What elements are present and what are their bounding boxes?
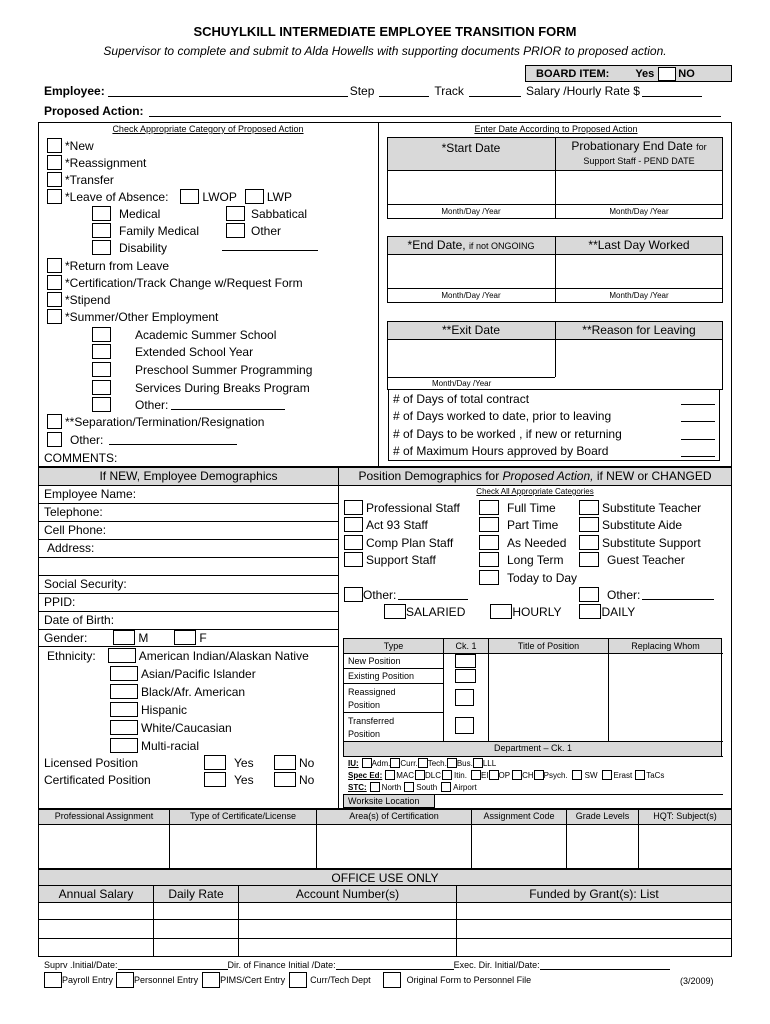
days-worked-label: # of Days worked to date, prior to leaving (393, 409, 612, 423)
board-item-yes-checkbox[interactable] (658, 67, 676, 81)
other2-position-checkbox[interactable] (579, 587, 599, 602)
type-new: New Position (348, 656, 401, 666)
office-heading: OFFICE USE ONLY (331, 871, 439, 885)
ethnicity-4-label: White/Caucasian (141, 720, 232, 735)
address-label: Address: (47, 541, 95, 555)
stipend-checkbox[interactable] (47, 292, 62, 307)
board-item-box (525, 65, 732, 82)
preschool-label: Preschool Summer Programming (135, 362, 313, 377)
worksite-field[interactable] (435, 795, 722, 808)
professional-checkbox[interactable] (344, 500, 363, 515)
sped-0-label: MAC (396, 770, 415, 780)
iu-3-checkbox[interactable] (447, 758, 457, 768)
summer-checkbox[interactable] (47, 309, 62, 324)
disability-label: Disability (119, 240, 168, 255)
preschool-checkbox[interactable] (92, 362, 111, 377)
salaried-checkbox[interactable] (384, 604, 406, 619)
lwp-label: LWP (266, 189, 292, 204)
support-staff-label: Support Staff - PEND DATE (583, 156, 695, 166)
type-existing: Existing Position (348, 671, 415, 681)
probationary-label: Probationary End Date (571, 139, 693, 153)
assign-col-5: HQT: Subject(s) (653, 811, 717, 821)
track-label: Track (434, 84, 464, 98)
type-new-checkbox[interactable] (455, 654, 476, 668)
stipend-label: *Stipend (65, 292, 111, 307)
exec-field[interactable] (540, 961, 670, 970)
probationary-for: for (696, 142, 707, 152)
ssn-label: Social Security: (44, 577, 127, 591)
board-item-label: BOARD ITEM: (536, 67, 610, 80)
sped-7-checkbox[interactable] (572, 770, 582, 780)
sped-7-label: SW (584, 770, 598, 780)
separation-other-field[interactable] (109, 434, 237, 445)
daily-label: DAILY (601, 604, 636, 619)
dob-label: Date of Birth: (44, 613, 115, 627)
employee-line (44, 83, 702, 99)
iu-4-label: LLL (482, 758, 497, 768)
end-mdy: Month/Day /Year (441, 291, 501, 300)
assign-col-2: Area(s) of Certification (349, 811, 439, 821)
end-date-suffix: if not ONGOING (468, 241, 535, 251)
leave-other-field[interactable] (222, 250, 318, 251)
ethnicity-label: Ethnicity: (47, 648, 96, 663)
telephone-label: Telephone: (44, 505, 103, 519)
iu-0-checkbox[interactable] (362, 758, 372, 768)
cell-label: Cell Phone: (44, 523, 107, 537)
licensed-no-label: No (299, 755, 315, 770)
iu-1-checkbox[interactable] (390, 758, 400, 768)
currtech-checkbox[interactable] (289, 972, 307, 988)
employee-label: Employee: (44, 84, 105, 98)
ethnicity-2-checkbox[interactable] (110, 684, 138, 699)
position-heading-a: Position Demographics for (358, 469, 503, 483)
gender-f-label: F (199, 630, 207, 645)
sped-9-label: TaCs (646, 770, 665, 780)
category-heading: Check Appropriate Category of Proposed Action (112, 124, 304, 134)
separation-other-checkbox[interactable] (47, 432, 62, 447)
personnel-checkbox[interactable] (116, 972, 134, 988)
stc-2-checkbox[interactable] (441, 782, 451, 792)
reason-label: **Reason for Leaving (582, 323, 696, 337)
longterm-label: Long Term (507, 552, 564, 567)
sped-6-label: Psych. (543, 770, 568, 780)
type-transferred: Transferred Position (348, 716, 395, 739)
finance-label: Dir. of Finance Initial /Date: (227, 960, 336, 970)
last-day-label: **Last Day Worked (588, 238, 690, 252)
new-checkbox[interactable] (47, 138, 62, 153)
form-subtitle: Supervisor to complete and submit to Alda Howells with supporting documents PRIOR to proposed action. (103, 44, 667, 58)
demographics-heading: If NEW, Employee Demographics (99, 469, 278, 483)
iu-0-label: Adm. (371, 758, 391, 768)
board-item-yes-label: Yes (635, 67, 655, 80)
assign-col-3: Assignment Code (483, 811, 555, 821)
extended-checkbox[interactable] (92, 344, 111, 359)
lwop-label: LWOP (202, 189, 237, 204)
position-heading-c: if NEW or CHANGED (593, 469, 712, 483)
act93-checkbox[interactable] (344, 517, 363, 532)
parttime-label: Part Time (507, 517, 559, 532)
fulltime-label: Full Time (507, 500, 556, 515)
summer-other-label: Other: (135, 397, 169, 412)
assign-col-4: Grade Levels (575, 811, 630, 821)
sped-3-label: EI (480, 770, 489, 780)
gender-label: Gender: (44, 630, 88, 645)
subaide-label: Substitute Aide (602, 517, 683, 532)
reason-field[interactable] (556, 340, 722, 377)
sped-1-checkbox[interactable] (415, 770, 425, 780)
exit-date-field[interactable] (388, 340, 554, 377)
transfer-label: *Transfer (65, 172, 114, 187)
family-medical-checkbox[interactable] (92, 223, 111, 238)
sped-3-checkbox[interactable] (471, 770, 481, 780)
certification-checkbox[interactable] (47, 275, 62, 290)
other-position-checkbox[interactable] (344, 587, 363, 602)
office-col-2: Account Number(s) (295, 887, 400, 901)
comments-label: COMMENTS: (44, 451, 118, 465)
office-col-3: Funded by Grant(s): List (529, 887, 659, 901)
lwop-checkbox[interactable] (180, 189, 199, 204)
worksite-label: Worksite Location (348, 796, 420, 806)
exit-date-label: **Exit Date (441, 323, 501, 337)
other2-position-field[interactable] (642, 589, 714, 600)
original-checkbox[interactable] (383, 972, 401, 988)
proposed-action-label: Proposed Action: (44, 104, 144, 118)
disability-checkbox[interactable] (92, 240, 111, 255)
reassignment-label: *Reassignment (65, 155, 147, 170)
daytoday-checkbox[interactable] (479, 570, 499, 585)
exit-mdy: Month/Day /Year (432, 379, 492, 388)
office-col-0: Annual Salary (58, 887, 134, 901)
services-label: Services During Breaks Program (135, 380, 310, 395)
sabbatical-label: Sabbatical (251, 206, 308, 221)
daily-checkbox[interactable] (579, 604, 601, 619)
probationary-mdy: Month/Day /Year (609, 207, 669, 216)
certificated-no-checkbox[interactable] (274, 772, 296, 787)
licensed-yes-label: Yes (234, 755, 254, 770)
daytoday-label: Today to Day (507, 570, 578, 585)
proposed-action-field[interactable] (149, 105, 721, 117)
ethnicity-5-label: Multi-racial (141, 738, 200, 753)
last-day-field[interactable] (556, 255, 722, 288)
sped-1-label: DLC (425, 770, 442, 780)
ethnicity-1-checkbox[interactable] (110, 666, 138, 681)
gender-f-checkbox[interactable] (174, 630, 196, 645)
subsupport-checkbox[interactable] (579, 535, 599, 550)
ethnicity-4-checkbox[interactable] (110, 720, 138, 735)
office-col-1: Daily Rate (168, 887, 224, 901)
start-date-field[interactable] (388, 171, 554, 204)
stc-1-checkbox[interactable] (404, 782, 414, 792)
academic-label: Academic Summer School (135, 327, 277, 342)
employee-field[interactable] (108, 85, 348, 97)
leave-label: *Leave of Absence: (65, 189, 169, 204)
parttime-checkbox[interactable] (479, 517, 499, 532)
ethnicity-3-checkbox[interactable] (110, 702, 138, 717)
step-label: Step (349, 84, 375, 98)
ethnicity-5-checkbox[interactable] (110, 738, 138, 753)
type-transferred-checkbox[interactable] (455, 717, 474, 734)
certificated-no-label: No (299, 772, 315, 787)
pims-checkbox[interactable] (202, 972, 220, 988)
summer-other-field[interactable] (171, 399, 285, 410)
form-title: SCHUYLKILL INTERMEDIATE EMPLOYEE TRANSITION FORM (193, 24, 577, 39)
professional-label: Professional Staff (366, 500, 460, 515)
days-total-field[interactable] (681, 394, 715, 405)
days-worked-field[interactable] (681, 411, 715, 422)
end-date-label: *End Date, (407, 238, 466, 252)
probationary-date-field[interactable] (556, 171, 722, 204)
subaide-checkbox[interactable] (579, 517, 599, 532)
type-reassigned-checkbox[interactable] (455, 689, 474, 706)
payroll-checkbox[interactable] (44, 972, 62, 988)
separation-label: **Separation/Termination/Resignation (65, 414, 265, 429)
return-label: *Return from Leave (65, 258, 170, 273)
iu-3-label: Bus. (456, 758, 473, 768)
longterm-checkbox[interactable] (479, 552, 499, 567)
stc-1-label: South (416, 782, 438, 792)
sped-9-checkbox[interactable] (635, 770, 645, 780)
replacing-col: Replacing Whom (631, 641, 700, 651)
leave-checkbox[interactable] (47, 189, 62, 204)
start-date-label: *Start Date (441, 141, 501, 155)
asneeded-checkbox[interactable] (479, 535, 499, 550)
stc-label: STC: (348, 782, 367, 792)
medical-label: Medical (119, 206, 161, 221)
department-label: Department – Ck. 1 (493, 743, 573, 753)
currtech-label: Curr/Tech Dept (310, 975, 371, 985)
other2-position-label: Other: (607, 587, 641, 602)
title-col: Title of Position (517, 641, 580, 651)
proposed-action-line (44, 103, 721, 119)
leave-other-checkbox[interactable] (226, 223, 245, 238)
sped-2-checkbox[interactable] (442, 770, 452, 780)
position-heading-b: Proposed Action, (502, 469, 594, 483)
assign-col-0: Professional Assignment (54, 811, 154, 821)
hourly-checkbox[interactable] (490, 604, 512, 619)
licensed-no-checkbox[interactable] (274, 755, 296, 770)
board-item-no-label: NO (678, 67, 695, 80)
separation-checkbox[interactable] (47, 414, 62, 429)
pims-label: PIMS/Cert Entry (220, 975, 286, 985)
salary-label: Salary /Hourly Rate $ (525, 84, 640, 98)
exec-label: Exec. Dir. Initial/Date: (453, 960, 540, 970)
separation-other-label: Other: (70, 432, 104, 447)
subteacher-label: Substitute Teacher (602, 500, 702, 515)
ethnicity-1-label: Asian/Pacific Islander (141, 666, 256, 681)
return-checkbox[interactable] (47, 258, 62, 273)
sped-2-label: Itin. (454, 770, 467, 780)
ethnicity-0-label: American Indian/Alaskan Native (138, 648, 309, 663)
iu-2-label: Tech. (427, 758, 447, 768)
supv-field[interactable] (118, 961, 228, 970)
other-position-field[interactable] (398, 589, 468, 600)
salary-field[interactable] (642, 85, 702, 97)
other-position-label: Other: (363, 587, 397, 602)
iu-2-checkbox[interactable] (418, 758, 428, 768)
services-checkbox[interactable] (92, 380, 111, 395)
sabbatical-checkbox[interactable] (226, 206, 245, 221)
stc-0-checkbox[interactable] (370, 782, 380, 792)
ethnicity-3-label: Hispanic (141, 702, 188, 717)
days-to-work-label: # of Days to be worked , if new or returning (393, 427, 622, 441)
comp-checkbox[interactable] (344, 535, 363, 550)
dates-heading: Enter Date According to Proposed Action (474, 124, 638, 134)
sped-0-checkbox[interactable] (385, 770, 395, 780)
summer-other-checkbox[interactable] (92, 397, 111, 412)
academic-checkbox[interactable] (92, 327, 111, 342)
last-day-mdy: Month/Day /Year (609, 291, 669, 300)
lwp-checkbox[interactable] (245, 189, 264, 204)
subsupport-label: Substitute Support (602, 535, 701, 550)
sped-6-checkbox[interactable] (534, 770, 544, 780)
licensed-yes-checkbox[interactable] (204, 755, 226, 770)
days-max-field[interactable] (681, 446, 715, 457)
sped-8-label: Erast (613, 770, 633, 780)
support-checkbox[interactable] (344, 552, 363, 567)
gender-m-label: M (138, 630, 149, 645)
stc-2-label: Airport (453, 782, 477, 792)
certificated-yes-label: Yes (234, 772, 254, 787)
fulltime-checkbox[interactable] (479, 500, 499, 515)
days-to-work-field[interactable] (681, 429, 715, 440)
track-field[interactable] (469, 85, 521, 97)
iu-1-label: Curr. (400, 758, 418, 768)
assign-col-1: Type of Certificate/License (189, 811, 297, 821)
transfer-checkbox[interactable] (47, 172, 62, 187)
salaried-label: SALARIED (406, 604, 466, 619)
payroll-label: Payroll Entry (62, 975, 114, 985)
family-medical-label: Family Medical (119, 223, 200, 238)
end-date-field[interactable] (388, 255, 554, 288)
guest-label: Guest Teacher (607, 552, 685, 567)
type-existing-checkbox[interactable] (455, 669, 476, 683)
supv-label: Suprv .Initial/Date: (44, 960, 118, 970)
sped-label: Spec Ed: (348, 770, 383, 780)
ethnicity-0-checkbox[interactable] (108, 648, 136, 663)
reassignment-checkbox[interactable] (47, 155, 62, 170)
sped-4-checkbox[interactable] (489, 770, 499, 780)
guest-checkbox[interactable] (579, 552, 599, 567)
leave-other-label: Other (251, 223, 282, 238)
certificated-label: Certificated Position (44, 772, 151, 787)
sped-4-label: OP (498, 770, 511, 780)
position-sub: Check All Appropriate Categories (476, 487, 594, 496)
stc-0-label: North (381, 782, 402, 792)
sped-5-label: CH (522, 770, 534, 780)
ppid-label: PPID: (44, 595, 76, 609)
personnel-label: Personnel Entry (134, 975, 199, 985)
hourly-label: HOURLY (512, 604, 562, 619)
type-reassigned: Reassigned Position (348, 687, 396, 710)
medical-checkbox[interactable] (92, 206, 111, 221)
employee-name-label: Employee Name: (44, 487, 137, 501)
type-col: Type (383, 641, 404, 651)
days-max-label: # of Maximum Hours approved by Board (393, 444, 609, 458)
version-label: (3/2009) (680, 976, 714, 986)
sped-8-checkbox[interactable] (602, 770, 612, 780)
extended-label: Extended School Year (135, 344, 254, 359)
start-mdy: Month/Day /Year (441, 207, 501, 216)
gender-m-checkbox[interactable] (113, 630, 135, 645)
summer-label: *Summer/Other Employment (65, 309, 219, 324)
days-total-label: # of Days of total contract (393, 392, 530, 406)
comp-label: Comp Plan Staff (366, 535, 454, 550)
iu-label: IU: (348, 758, 359, 768)
act93-label: Act 93 Staff (366, 517, 428, 532)
subteacher-checkbox[interactable] (579, 500, 599, 515)
step-field[interactable] (379, 85, 429, 97)
new-label: *New (65, 138, 94, 153)
ethnicity-2-label: Black/Afr. American (141, 684, 246, 699)
licensed-label: Licensed Position (44, 755, 139, 770)
ck-col: Ck. 1 (455, 641, 477, 651)
asneeded-label: As Needed (507, 535, 567, 550)
support-label: Support Staff (366, 552, 436, 567)
iu-4-checkbox[interactable] (473, 758, 483, 768)
sped-5-checkbox[interactable] (512, 770, 522, 780)
certificated-yes-checkbox[interactable] (204, 772, 226, 787)
finance-field[interactable] (336, 961, 454, 970)
certification-label: *Certification/Track Change w/Request Form (65, 275, 303, 290)
original-label: Original Form to Personnel File (406, 975, 532, 985)
